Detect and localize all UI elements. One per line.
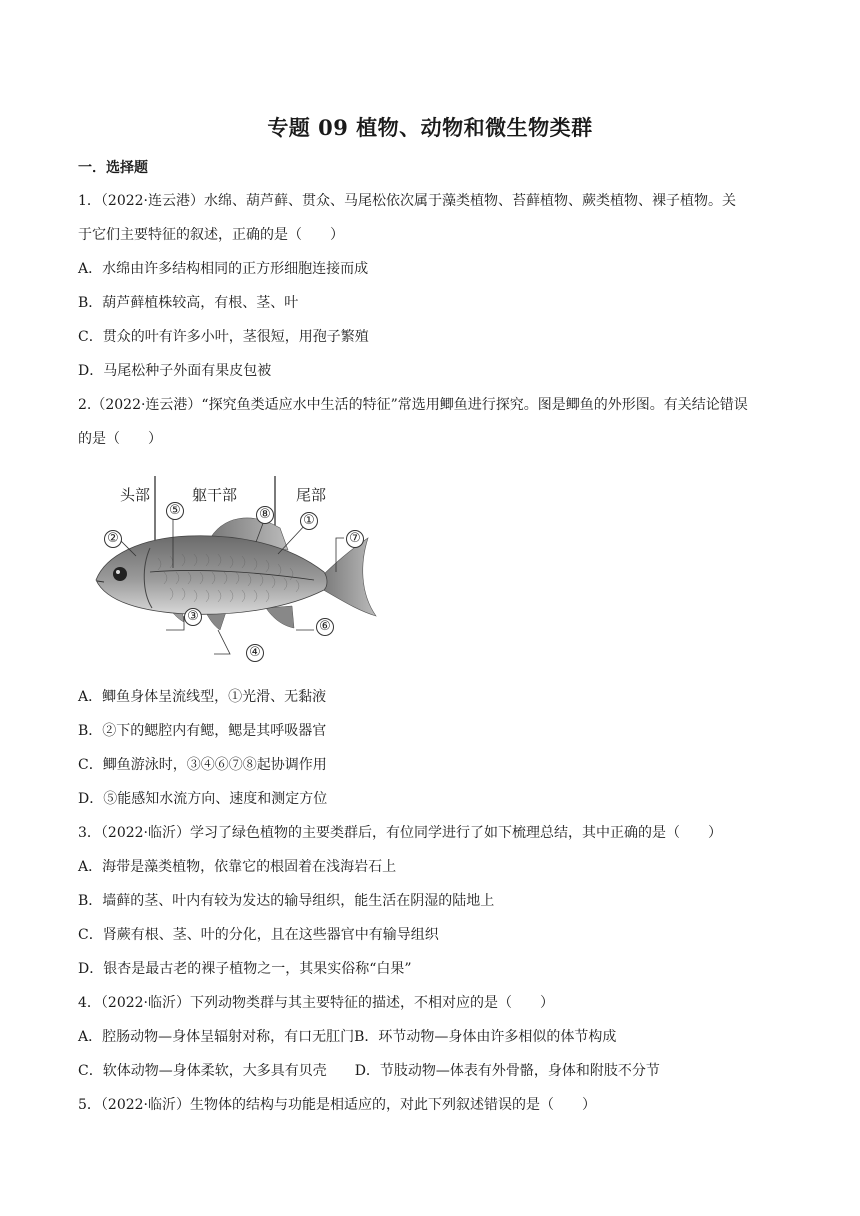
question-3-option-d: D．银杏是最古老的裸子植物之一，其果实俗称“白果” bbox=[78, 961, 412, 977]
carp-figure bbox=[88, 468, 398, 668]
label-trunk: 躯干部 bbox=[192, 486, 238, 504]
question-2-stem-line1: 2.（2022·连云港）“探究鱼类适应水中生活的特征”常选用鲫鱼进行探究。图是鲫鱼的外形图。有关结论错误 bbox=[78, 397, 748, 413]
question-3-option-b: B．墙藓的茎、叶内有较为发达的输导组织，能生活在阴湿的陆地上 bbox=[78, 893, 495, 909]
question-1-option-c: C．贯众的叶有许多小叶，茎很短，用孢子繁殖 bbox=[78, 329, 369, 345]
question-2-option-d: D．⑤能感知水流方向、速度和测定方位 bbox=[78, 791, 328, 807]
question-2-stem-line2: 的是（ ） bbox=[78, 431, 162, 447]
question-1-stem-line2: 于它们主要特征的叙述，正确的是（ ） bbox=[78, 227, 344, 243]
question-1-option-d: D．马尾松种子外面有果皮包被 bbox=[78, 363, 272, 379]
section-heading: 一．选择题 bbox=[78, 160, 148, 176]
page-title: 专题 09 植物、动物和微生物类群 bbox=[267, 115, 593, 140]
marker-2: ② bbox=[104, 530, 122, 548]
label-tail: 尾部 bbox=[296, 486, 327, 504]
marker-3: ③ bbox=[184, 608, 202, 626]
question-2-option-b: B．②下的鳃腔内有鳃，鳃是其呼吸器官 bbox=[78, 723, 327, 739]
marker-1: ① bbox=[300, 512, 318, 530]
question-4-options-cd: C．软体动物—身体柔软，大多具有贝壳 D．节肢动物—体表有外骨骼，身体和附肢不分节 bbox=[78, 1063, 660, 1079]
marker-8: ⑧ bbox=[256, 506, 274, 524]
question-1-option-a: A．水绵由许多结构相同的正方形细胞连接而成 bbox=[78, 261, 369, 277]
question-3-option-c: C．肾蕨有根、茎、叶的分化，且在这些器官中有输导组织 bbox=[78, 927, 439, 943]
question-5-stem: 5．（2022·临沂）生物体的结构与功能是相适应的，对此下列叙述错误的是（ ） bbox=[78, 1097, 596, 1113]
question-4-stem: 4．（2022·临沂）下列动物类群与其主要特征的描述，不相对应的是（ ） bbox=[78, 995, 554, 1011]
question-1-option-b: B．葫芦藓植株较高，有根、茎、叶 bbox=[78, 295, 299, 311]
label-head: 头部 bbox=[120, 486, 151, 504]
question-4-options-ab: A．腔肠动物—身体呈辐射对称，有口无肛门B．环节动物—身体由许多相似的体节构成 bbox=[78, 1029, 617, 1045]
marker-7: ⑦ bbox=[346, 530, 364, 548]
marker-4: ④ bbox=[246, 644, 264, 662]
question-2-option-c: C．鲫鱼游泳时，③④⑥⑦⑧起协调作用 bbox=[78, 757, 327, 773]
carp-illustration bbox=[88, 468, 398, 668]
question-2-option-a: A．鲫鱼身体呈流线型，①光滑、无黏液 bbox=[78, 689, 327, 705]
question-1-stem-line1: 1．（2022·连云港）水绵、葫芦藓、贯众、马尾松依次属于藻类植物、苔藓植物、蕨类植物、裸子植物。关 bbox=[78, 193, 736, 209]
question-3-option-a: A．海带是藻类植物，依靠它的根固着在浅海岩石上 bbox=[78, 859, 397, 875]
marker-5: ⑤ bbox=[166, 502, 184, 520]
marker-6: ⑥ bbox=[316, 618, 334, 636]
question-3-stem: 3．（2022·临沂）学习了绿色植物的主要类群后，有位同学进行了如下梳理总结，其中正确的是（ ） bbox=[78, 825, 722, 841]
